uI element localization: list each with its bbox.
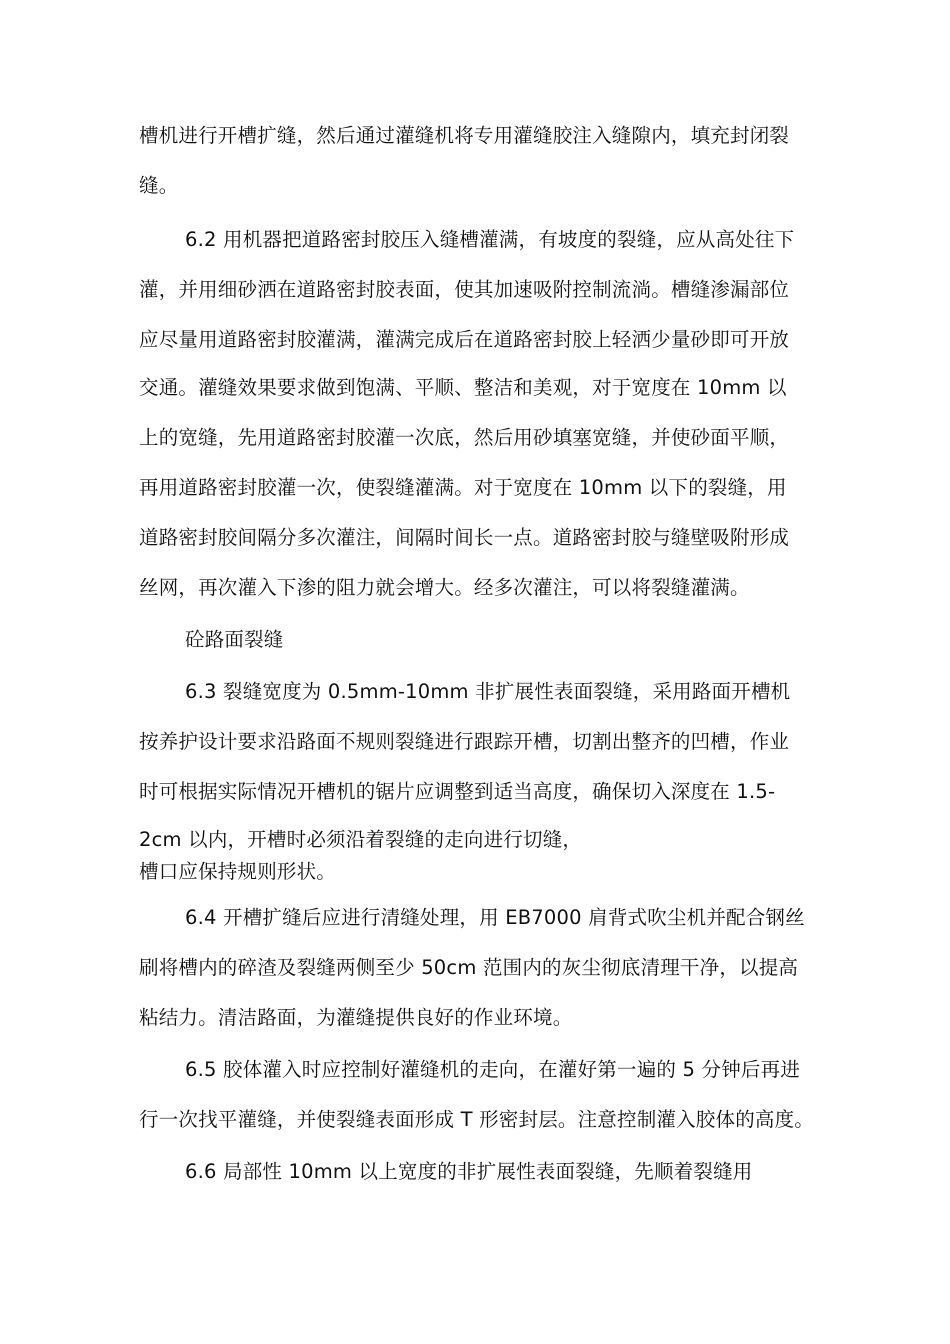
- section-heading: 砼路面裂缝: [185, 628, 284, 651]
- text-line: 灌，并用细砂洒在道路密封胶表面，使其加速吸附控制流淌。槽缝渗漏部位: [139, 278, 790, 301]
- text-line: 行一次找平灌缝，并使裂缝表面形成 T 形密封层。注意控制灌入胶体的高度。: [139, 1108, 815, 1131]
- text-line: 刷将槽内的碎渣及裂缝两侧至少 50cm 范围内的灰尘彻底清理干净，以提高: [139, 956, 799, 979]
- paragraph-6-6-heading-line: 6.6 局部性 10mm 以上宽度的非扩展性表面裂缝，先顺着裂缝用: [185, 1160, 753, 1183]
- paragraph-6-4-heading-line: 6.4 开槽扩缝后应进行清缝处理，用 EB7000 肩背式吹尘机并配合钢丝: [185, 906, 805, 929]
- text-line: 道路密封胶间隔分多次灌注，间隔时间长一点。道路密封胶与缝壁吸附形成: [139, 526, 790, 549]
- text-line: 时可根据实际情况开槽机的锯片应调整到适当高度，确保切入深度在 1.5-: [139, 780, 776, 803]
- text-line: 粘结力。清洁路面，为灌缝提供良好的作业环境。: [139, 1006, 573, 1029]
- text-line: 按养护设计要求沿路面不规则裂缝进行跟踪开槽，切割出整齐的凹槽，作业: [139, 730, 790, 753]
- text-line: 槽口应保持规则形状。: [139, 860, 337, 883]
- text-line: 交通。灌缝效果要求做到饱满、平顺、整洁和美观，对于宽度在 10mm 以: [139, 376, 787, 399]
- paragraph-6-2-heading-line: 6.2 用机器把道路密封胶压入缝槽灌满，有坡度的裂缝，应从高处往下: [185, 228, 795, 251]
- text-line: 丝网，再次灌入下渗的阻力就会增大。经多次灌注，可以将裂缝灌满。: [139, 576, 750, 599]
- text-line: 应尽量用道路密封胶灌满，灌满完成后在道路密封胶上轻洒少量砂即可开放: [139, 328, 790, 351]
- text-line: 2cm 以内，开槽时必须沿着裂缝的走向进行切缝，: [139, 828, 583, 851]
- text-line: 缝。: [139, 174, 179, 197]
- paragraph-6-3-heading-line: 6.3 裂缝宽度为 0.5mm-10mm 非扩展性表面裂缝，采用路面开槽机: [185, 680, 791, 703]
- text-line: 上的宽缝，先用道路密封胶灌一次底，然后用砂填塞宽缝，并使砂面平顺，: [139, 426, 790, 449]
- text-line: 槽机进行开槽扩缝，然后通过灌缝机将专用灌缝胶注入缝隙内，填充封闭裂: [139, 124, 790, 147]
- paragraph-6-5-heading-line: 6.5 胶体灌入时应控制好灌缝机的走向，在灌好第一遍的 5 分钟后再进: [185, 1058, 801, 1081]
- text-line: 再用道路密封胶灌一次，使裂缝灌满。对于宽度在 10mm 以下的裂缝，用: [139, 476, 787, 499]
